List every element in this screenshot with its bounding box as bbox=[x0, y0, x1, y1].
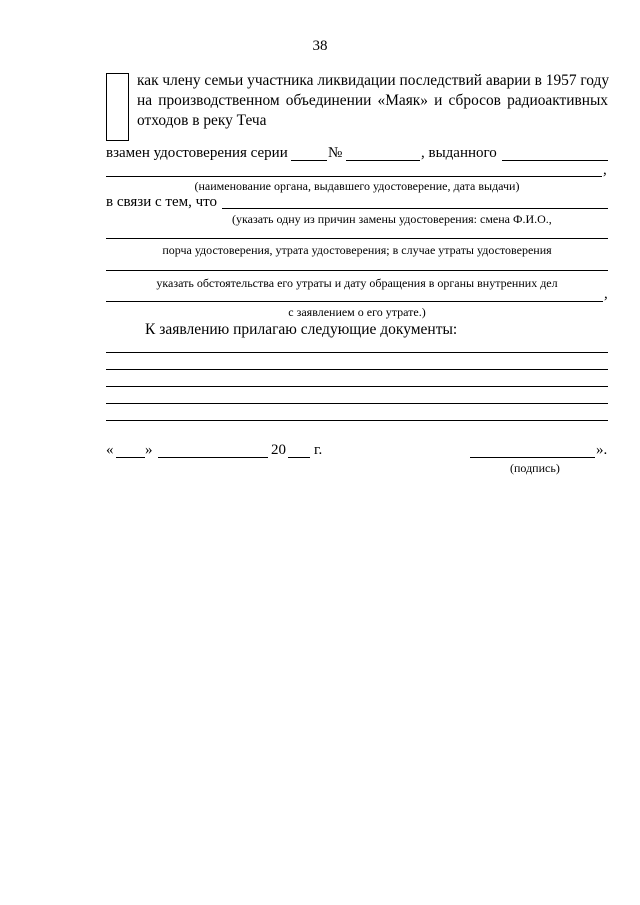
month-field[interactable] bbox=[158, 457, 268, 458]
reason-caption-4: с заявлением о его утрате.) bbox=[288, 305, 426, 319]
reason-field-3[interactable] bbox=[106, 270, 608, 271]
reason-field-1[interactable] bbox=[222, 208, 608, 209]
day-field[interactable] bbox=[116, 457, 145, 458]
attachment-line-4[interactable] bbox=[106, 403, 608, 404]
signature-end: ». bbox=[596, 442, 608, 458]
issuer-comma: , bbox=[603, 162, 607, 178]
year-field[interactable] bbox=[288, 457, 310, 458]
reason-field-2[interactable] bbox=[106, 238, 608, 239]
reason-label: в связи с тем, что bbox=[106, 194, 217, 210]
attachments-label: К заявлению прилагаю следующие документы: bbox=[145, 321, 458, 338]
signature-field[interactable] bbox=[470, 457, 595, 458]
selection-checkbox[interactable] bbox=[106, 73, 129, 141]
intro-paragraph bbox=[137, 71, 608, 131]
year-prefix: 20 bbox=[271, 442, 286, 458]
reason-caption-2: порча удостоверения, утрата удостоверения; в случае утраты удостоверения bbox=[162, 243, 552, 257]
attachment-line-1[interactable] bbox=[106, 352, 608, 353]
page-number: 38 bbox=[312, 38, 328, 54]
number-sign: № bbox=[328, 145, 343, 161]
issuer-field[interactable] bbox=[106, 176, 602, 177]
reason-caption-3: указать обстоятельства его утраты и дату обращения в органы внутренних дел bbox=[156, 276, 558, 290]
issued-by-label: , выданного bbox=[421, 145, 497, 161]
number-field[interactable] bbox=[346, 160, 420, 161]
issued-by-field[interactable] bbox=[502, 160, 608, 161]
intro-line-3: отходов в реку Теча bbox=[137, 112, 267, 129]
date-quote-open: « bbox=[106, 442, 114, 458]
intro-line-2: на производственном объединении «Маяк» и сбросов радиоактивных bbox=[137, 92, 608, 109]
reason-comma: , bbox=[604, 286, 608, 302]
date-quote-close: » bbox=[145, 442, 153, 458]
attachment-line-5[interactable] bbox=[106, 420, 608, 421]
signature-caption: (подпись) bbox=[510, 461, 560, 475]
attachment-line-3[interactable] bbox=[106, 386, 608, 387]
replace-certificate-label: взамен удостоверения серии bbox=[106, 145, 288, 161]
attachment-line-2[interactable] bbox=[106, 369, 608, 370]
intro-line-1: как члену семьи участника ликвидации последствий аварии в 1957 году bbox=[137, 72, 610, 89]
reason-field-4[interactable] bbox=[106, 301, 603, 302]
series-field[interactable] bbox=[291, 160, 327, 161]
year-suffix: г. bbox=[314, 442, 323, 458]
issuer-caption: (наименование органа, выдавшего удостоверение, дата выдачи) bbox=[194, 179, 520, 193]
reason-caption-1: (указать одну из причин замены удостоверения: смена Ф.И.О., bbox=[232, 212, 552, 226]
